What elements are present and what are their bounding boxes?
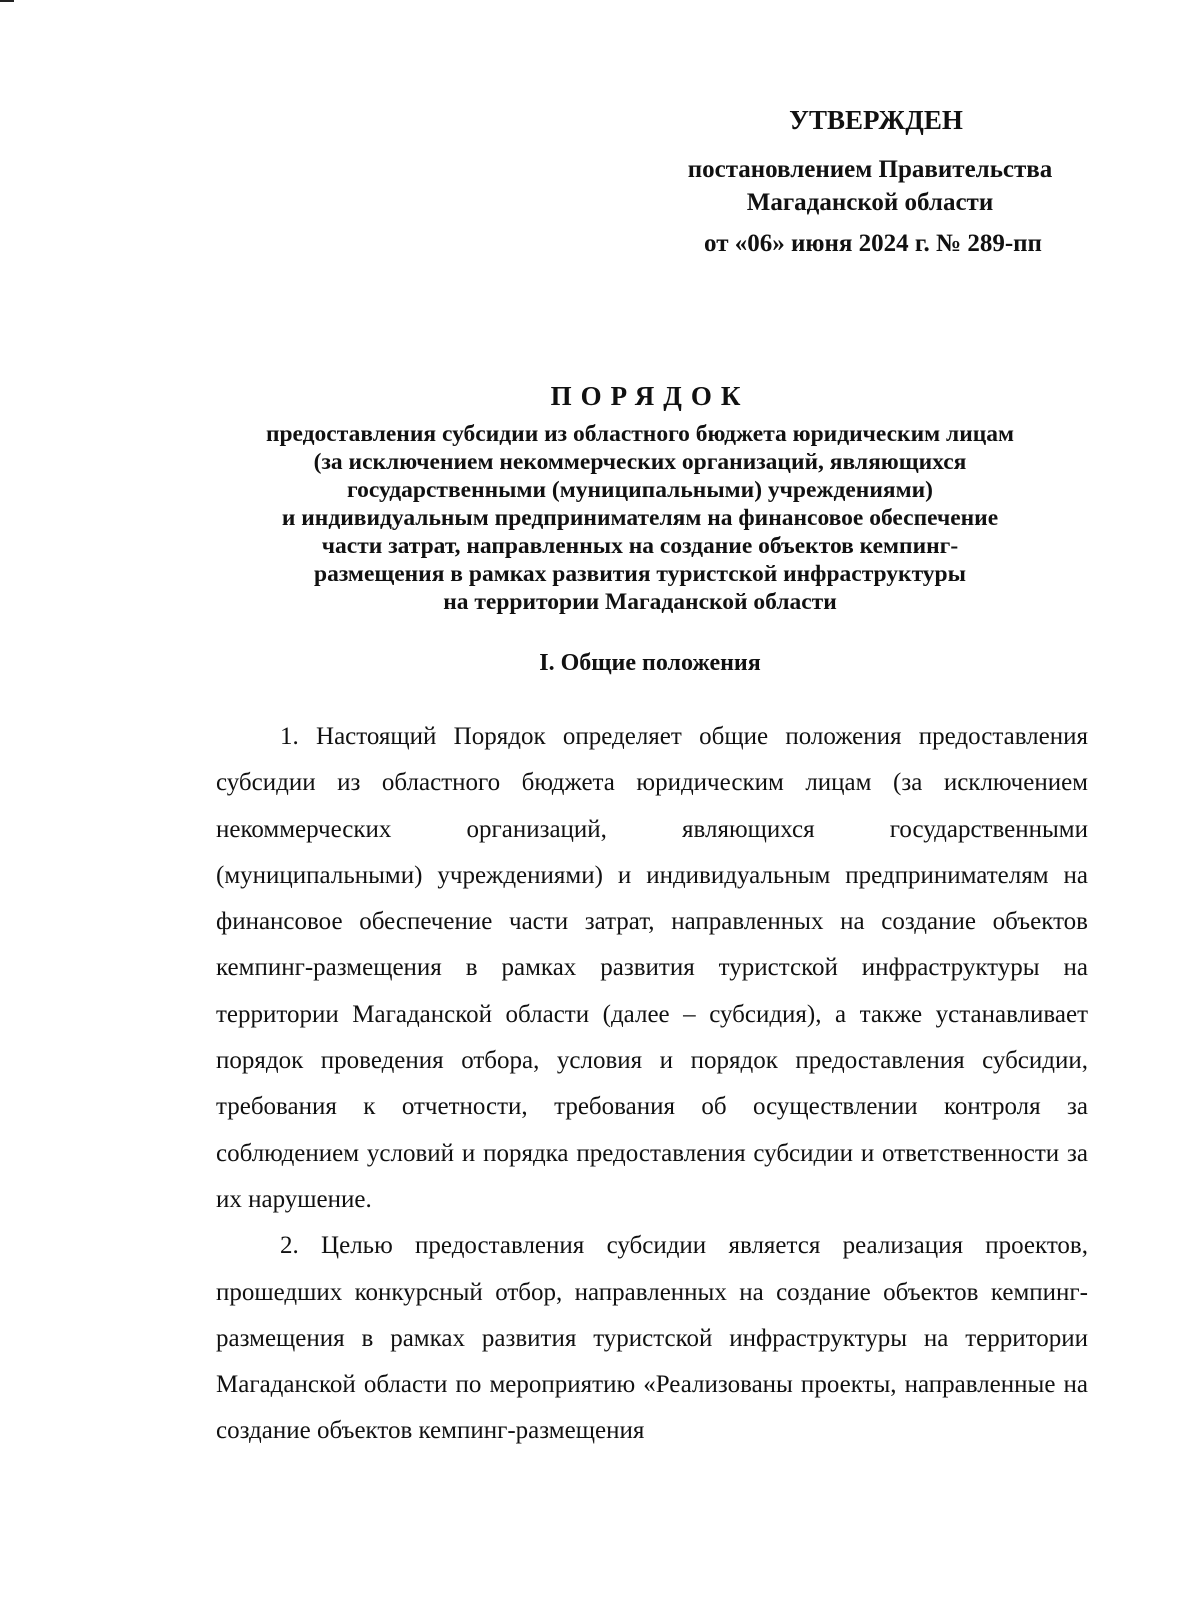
paragraph-1: 1. Настоящий Порядок определяет общие положения предоставления субсидии из областного бюджета юридическим лицам (за исключением некоммерческих организаций, являющихся государственными (муниципальными) учреждениями) и индивидуальным предпринимателям на финансовое обеспечение части затрат, направленных на создание объектов кемпинг-размещения в рамках развития туристской инфраструктуры на территории Магаданской области (далее – субсидия), а также устанавливает порядок проведения отбора, условия и порядок предоставления субсидии, требования к отчетности, требования об осуществлении контроля за соблюдением условий и порядка предоставления субсидии и ответственности за их нарушение.	[216, 723, 1088, 1213]
document-subtitle	[190, 420, 1090, 616]
approval-date: от «06» июня 2024 г. № 289-пп	[704, 230, 1042, 257]
subtitle-line: государственными (муниципальными) учреждениями)	[347, 477, 933, 503]
subtitle-line: размещения в рамках развития туристской инфраструктуры	[314, 561, 966, 587]
subtitle-line: и индивидуальным предпринимателям на финансовое обеспечение	[281, 505, 999, 531]
subtitle-line: части затрат, направленных на создание объектов кемпинг-	[321, 533, 959, 559]
subtitle-line: на территории Магаданской области	[443, 589, 837, 615]
approval-line-2: Магаданской области	[746, 189, 994, 216]
subtitle-line: (за исключением некоммерческих организаций, являющихся	[313, 449, 967, 475]
approval-line-1: постановлением Правительства	[687, 156, 1053, 183]
scan-edge-mark	[0, 0, 14, 2]
approval-block	[620, 104, 1120, 260]
section-heading: I. Общие положения	[539, 650, 761, 676]
subtitle-line: предоставления субсидии из областного бюджета юридическим лицам	[265, 421, 1015, 447]
paragraph-2: 2. Целью предоставления субсидии является реализация проектов, прошедших конкурсный отбор, направленных на создание объектов кемпинг-размещения в рамках развития туристской инфраструктуры на территории Магаданской области по мероприятию «Реализованы проекты, направленные на создание объектов кемпинг-размещения	[216, 1232, 1088, 1445]
document-title: ПОРЯДОК	[550, 381, 750, 411]
document-body	[216, 714, 1088, 1455]
approval-title: УТВЕРЖДЕН	[789, 105, 963, 135]
